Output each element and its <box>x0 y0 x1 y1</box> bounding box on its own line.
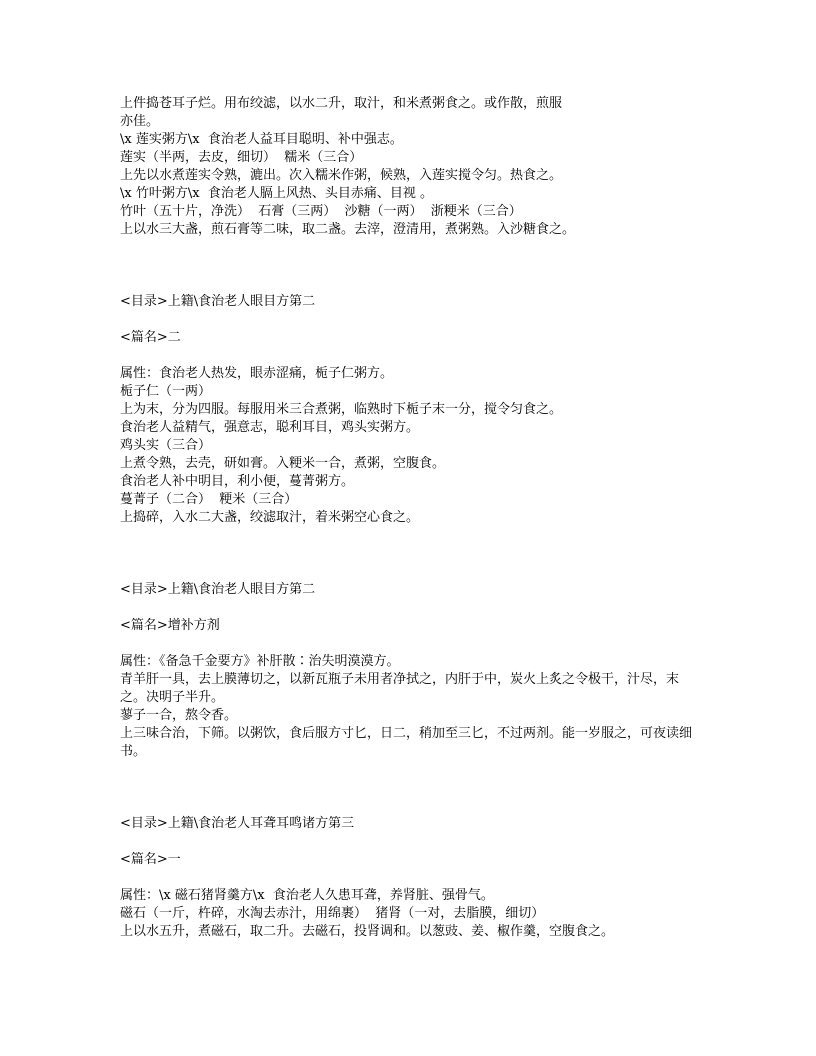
catalog-heading: <目录>上籍\食治老人眼目方第二 <box>120 294 316 309</box>
attribute-line: 属性：食治老人热发，眼赤涩痛，栀子仁粥方。 <box>120 366 394 381</box>
section-supplementary-recipes <box>120 581 700 761</box>
text-line: 蓼子一合，熬令香。 <box>120 708 238 723</box>
ingredient-line: 鸡头实（三合） <box>120 438 212 453</box>
section-spacer <box>120 761 700 815</box>
recipe-title-line: \x 莲实粥方\x 食治老人益耳目聪明、补中强志。 <box>120 132 403 147</box>
chapter-heading: <篇名>一 <box>120 852 181 867</box>
ingredient-line: 磁石（一斤，杵碎，水淘去赤汁，用绵裹） 猪肾（一对，去脂膜，细切） <box>120 906 545 921</box>
text-line: 上捣碎，入水二大盏，绞滤取汁，着米粥空心食之。 <box>120 510 420 525</box>
section-spacer <box>120 527 700 581</box>
chapter-heading: <篇名>二 <box>120 330 181 345</box>
ingredient-line: 莲实（半两，去皮，细切） 糯米（三合） <box>120 150 363 165</box>
text-line: 食治老人益精气，强意志，聪利耳目，鸡头实粥方。 <box>120 420 420 435</box>
text-line: 上为末，分为四服。每服用米三合煮粥，临熟时下栀子末一分，搅令匀食之。 <box>120 402 563 417</box>
text-line: 上煮令熟，去壳，研如膏。入粳米一合，煮粥，空腹食。 <box>120 456 446 471</box>
text-line: 上以水五升，煮磁石，取二升。去磁石，投肾调和。以葱豉、姜、椒作羹，空腹食之。 <box>120 924 615 939</box>
text-line: 青羊肝一具，去上膜薄切之，以新瓦瓶子未用者净拭之，内肝于中，炭火上炙之令极干，汁尽，末之。决明子半升。 <box>120 672 680 705</box>
ingredient-line: 蔓菁子（二合） 粳米（三合） <box>120 492 298 507</box>
section-eye-recipes <box>120 293 700 527</box>
attribute-line: 属性：《备急千金要方》补肝散∶治失明漠漠方。 <box>120 654 400 669</box>
text-line: 上三味合治，下筛。以粥饮，食后服方寸匕，日二，稍加至三匕，不过两剂。能一岁服之，可夜读细书。 <box>120 726 693 759</box>
document-page <box>120 95 700 941</box>
text-line: 上以水三大盏，煎石膏等二味，取二盏。去滓，澄清用，煮粥熟。入沙糖食之。 <box>120 222 576 237</box>
section-spacer <box>120 239 700 293</box>
text-line: 食治老人补中明目，利小便，蔓菁粥方。 <box>120 474 355 489</box>
attribute-line: 属性：\x 磁石猪肾羹方\x 食治老人久患耳聋，养肾脏、强骨气。 <box>120 888 494 903</box>
text-line: 上件捣苍耳子烂。用布绞滤，以水二升，取汁，和米煮粥食之。或作散，煎服 <box>120 96 563 111</box>
text-line: 上先以水煮莲实令熟，漉出。次入糯米作粥，候熟，入莲实搅令匀。热食之。 <box>120 168 563 183</box>
catalog-heading: <目录>上籍\食治老人眼目方第二 <box>120 582 316 597</box>
ingredient-line: 竹叶（五十片，净洗） 石膏（三两） 沙糖（一两） 浙粳米（三合） <box>120 204 522 219</box>
text-line: 亦佳。 <box>120 114 160 129</box>
section-ear-recipes <box>120 815 700 941</box>
chapter-heading: <篇名>增补方剂 <box>120 618 220 633</box>
catalog-heading: <目录>上籍\食治老人耳聋耳鸣诸方第三 <box>120 816 355 831</box>
ingredient-line: 栀子仁（一两） <box>120 384 212 399</box>
recipe-title-line: \x 竹叶粥方\x 食治老人膈上风热、头目赤痛、目视 。 <box>120 186 433 201</box>
recipe-block-continuation <box>120 95 700 239</box>
